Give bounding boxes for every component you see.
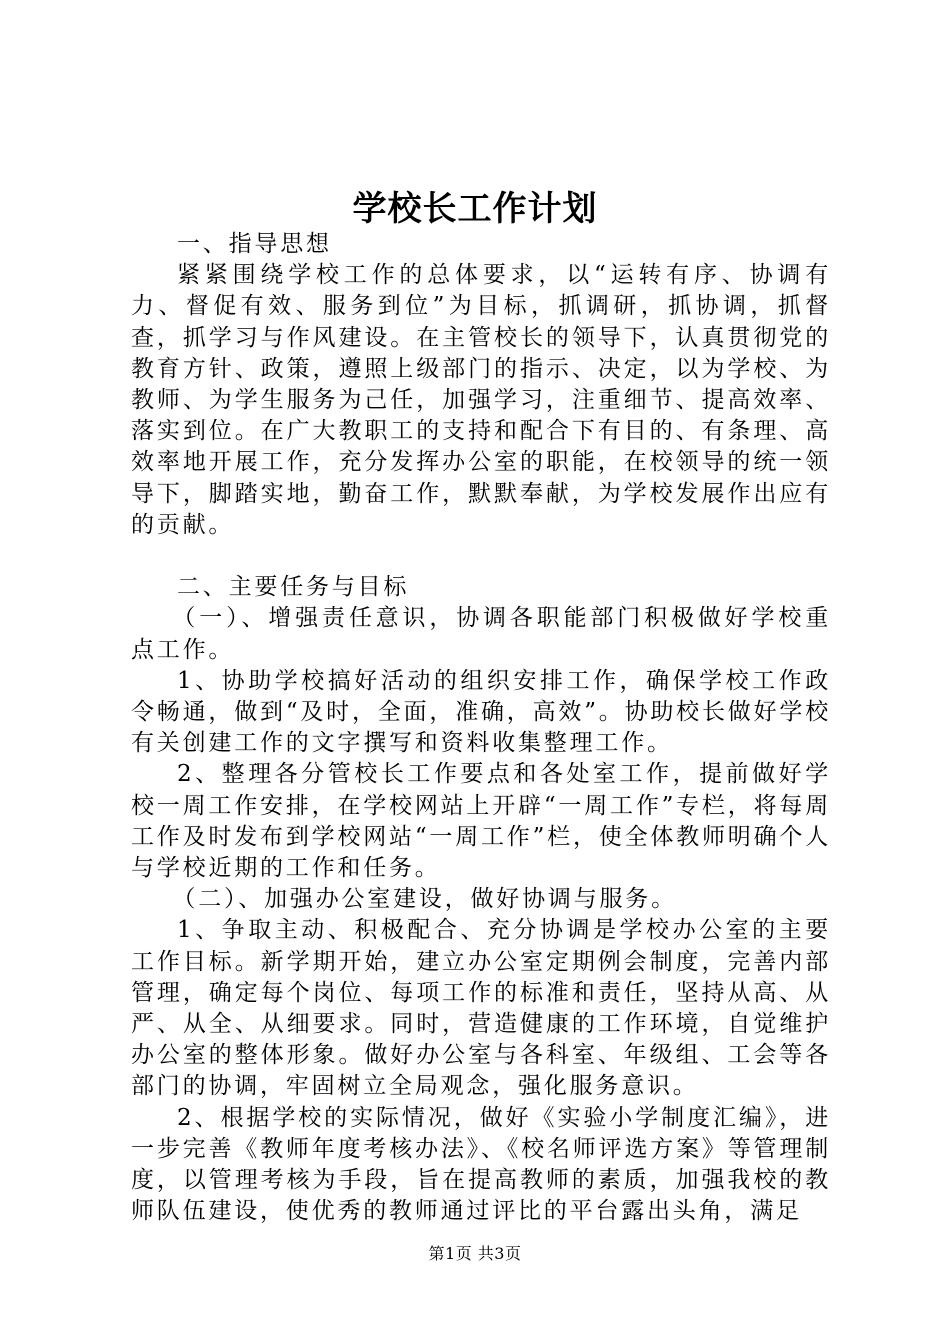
paragraph-task-2-1: 1、争取主动、积极配合、充分协调是学校办公室的主要工作目标。新学期开始，建立办公室定期例会制度，完善内部管理，确定每个岗位、每项工作的标准和责任，坚持从高、从严、从全、从细要求。同时，营造健康的工作环境，自觉维护办公室的整体形象。做好办公室与各科室、年级组、工会等各部门的协调，牢固树立全局观念，强化服务意识。 bbox=[131, 917, 831, 1100]
subsection-heading-1: （一）、增强责任意识，协调各职能部门积极做好学校重点工作。 bbox=[131, 605, 831, 663]
paragraph-task-2-2: 2、根据学校的实际情况，做好《实验小学制度汇编》，进一步完善《教师年度考核办法》、《校名师评选方案》等管理制度，以管理考核为手段，旨在提高教师的素质，加强我校的教师队伍建设，使优秀的教师通过评比的平台露出头角，满足 bbox=[131, 1104, 831, 1225]
subsection-heading-2: （二）、加强办公室建设，做好协调与服务。 bbox=[172, 886, 677, 913]
document-body bbox=[131, 229, 831, 1227]
section-heading-guiding-ideology: 一、指导思想 bbox=[177, 231, 332, 257]
document-title: 学校长工作计划 bbox=[352, 189, 598, 229]
paragraph-guiding-ideology: 紧紧围绕学校工作的总体要求，以“运转有序、协调有力、督促有效、服务到位”为目标，抓调研，抓协调，抓督查，抓学习与作风建设。在主管校长的领导下，认真贯彻党的教育方针、政策，遵照上级部门的指示、决定，以为学校、为教师、为学生服务为己任，加强学习，注重细节、提高效率、落实到位。在广大教职工的支持和配合下有目的、有条理、高效率地开展工作，充分发挥办公室的职能，在校领导的统一领导下，脚踏实地，勤奋工作，默默奉献，为学校发展作出应有的贡献。 bbox=[131, 262, 831, 538]
paragraph-task-1-1: 1、协助学校搞好活动的组织安排工作，确保学校工作政令畅通，做到“及时，全面，准确，高效”。协助校长做好学校有关创建工作的文字撰写和资料收集整理工作。 bbox=[131, 667, 831, 757]
paragraph-task-1-2: 2、整理各分管校长工作要点和各处室工作，提前做好学校一周工作安排，在学校网站上开辟“一周工作”专栏，将每周工作及时发布到学校网站“一周工作”栏，使全体教师明确个人与学校近期的工作和任务。 bbox=[131, 761, 831, 882]
blank-line bbox=[131, 541, 831, 572]
page-footer: 第1页 共3页 bbox=[428, 1244, 522, 1263]
section-heading-main-tasks: 二、主要任务与目标 bbox=[177, 574, 410, 601]
